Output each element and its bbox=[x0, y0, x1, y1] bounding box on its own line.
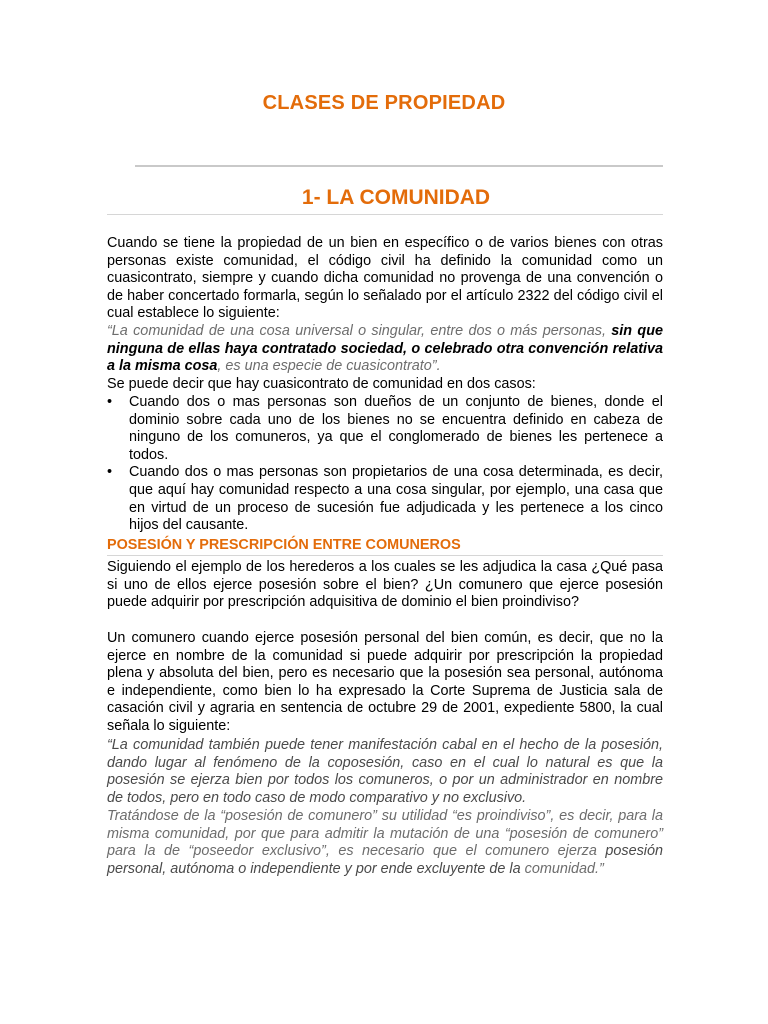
list-item bbox=[107, 464, 663, 534]
title-divider bbox=[135, 165, 663, 167]
court-quote-a: “La comunidad también puede tener manifestación cabal en el hecho de la posesión, dando lugar al fenómeno de la coposesión, caso en el cual lo natural es que la posesión se ejerza bien por todos los comuneros, o por un administrador en nombre de todos, pero en todo caso de modo comparativo y no exclusivo. bbox=[107, 737, 663, 806]
bullet-icon: • bbox=[107, 464, 113, 481]
document-title: CLASES DE PROPIEDAD bbox=[262, 92, 506, 114]
list-item-text: Cuando dos o mas personas son dueños de un conjunto de bienes, donde el dominio sobre cada uno de los bienes no se encuentra definido en cabeza de ninguno de los comuneros, ya que el conglomerado de bienes les pertenece a todos. bbox=[129, 394, 663, 463]
article-quote bbox=[107, 323, 663, 376]
court-quote-b-bold: posesión personal, autónoma o independiente y por ende excluyente de la bbox=[107, 843, 663, 877]
court-quote-b bbox=[107, 808, 663, 878]
paragraph-questions: Siguiendo el ejemplo de los herederos a los cuales se les adjudica la casa ¿Qué pasa si uno de ellos ejerce posesión sobre el bien? ¿Un comunero que ejerce posesión puede adquirir por prescripción adquisitiva de dominio el bien proindiviso? bbox=[107, 559, 663, 611]
cases-list bbox=[107, 394, 663, 535]
paragraph-comunero: Un comunero cuando ejerce posesión personal del bien común, es decir, que no la ejerce en nombre de la comunidad si puede adquirir por prescripción la propiedad plena y absoluta del bien, pero es necesario que la posesión sea personal, autónoma e independiente, como bien lo ha expresado la Corte Suprema de Justicia sala de casación civil y agraria en sentencia de octubre 29 de 2001, expediente 5800, la cual señala lo siguiente: bbox=[107, 630, 663, 734]
court-quote-b-start: Tratándose de la “posesión de comunero” su utilidad “es proindiviso”, es decir, para la misma comunidad, por que para admitir la mutación de una “posesión de comunero” para la de “poseedor exclusivo”, es necesario que el comunero ejerza bbox=[107, 808, 663, 860]
quote-text-end: , es una especie de cuasicontrato”. bbox=[217, 358, 441, 375]
bullet-icon: • bbox=[107, 394, 113, 410]
quote-text-start: “La comunidad de una cosa universal o singular, entre dos o más personas, bbox=[107, 323, 612, 339]
subsection-divider bbox=[107, 555, 663, 556]
quote-text-bold: sin que ninguna de ellas haya contratado sociedad, o celebrado otra convención relativa a la misma cosa bbox=[107, 323, 663, 375]
cases-intro: Se puede decir que hay cuasicontrato de comunidad en dos casos: bbox=[107, 376, 536, 392]
intro-paragraph: Cuando se tiene la propiedad de un bien en específico o de varios bienes con otras personas existe comunidad, el código civil ha definido la comunidad como un cuasicontrato, siempre y cuando dicha comunidad no provenga de una convención o de haber concertado formarla, según lo señalado por el artículo 2322 del código civil el cual establece lo siguiente: bbox=[107, 235, 663, 322]
list-item bbox=[107, 394, 663, 464]
section-heading-la-comunidad: 1- LA COMUNIDAD bbox=[301, 186, 491, 209]
section-heading-posesion: POSESIÓN Y PRESCRIPCIÓN ENTRE COMUNEROS bbox=[107, 537, 461, 553]
list-item-text: Cuando dos o mas personas son propietarios de una cosa determinada, es decir, que aquí hay comunidad respecto a una cosa singular, por ejemplo, una casa que en virtud de un proceso de sucesión fue adjudicada y les pertenece a los cinco hijos del causante. bbox=[129, 464, 663, 534]
section-divider bbox=[107, 214, 663, 215]
court-quote-b-end: comunidad.” bbox=[520, 860, 604, 877]
